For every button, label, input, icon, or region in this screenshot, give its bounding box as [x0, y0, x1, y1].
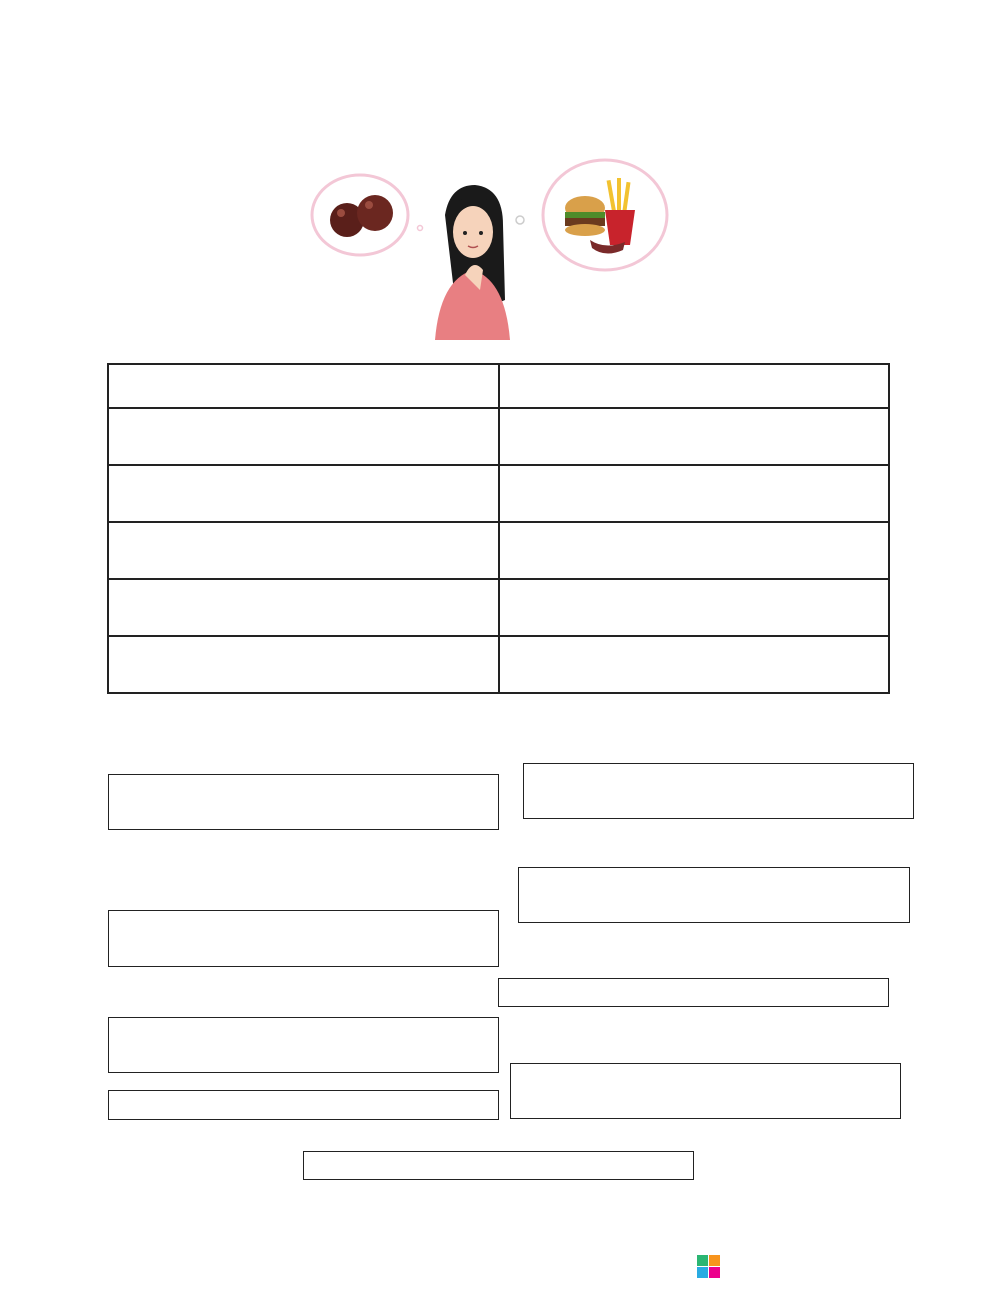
- girl-thinking-illustration: [305, 150, 685, 340]
- sentence-card-5[interactable]: [498, 978, 889, 1007]
- answer-cell-this-time[interactable]: [499, 579, 890, 636]
- column-header-this-time: [499, 364, 890, 408]
- answer-cell-always[interactable]: [108, 408, 499, 465]
- sentence-card-9[interactable]: [303, 1151, 694, 1180]
- table-row: [108, 636, 889, 693]
- sentence-card-7[interactable]: [510, 1063, 901, 1119]
- answer-cell-always[interactable]: [108, 522, 499, 579]
- answer-cell-this-time[interactable]: [499, 465, 890, 522]
- thought-cloud-right-icon: [543, 160, 667, 270]
- thought-cloud-left-icon: [312, 175, 423, 255]
- answer-cell-always[interactable]: [108, 579, 499, 636]
- table-row: [108, 408, 889, 465]
- logo-blocks-icon: [697, 1255, 720, 1278]
- sentence-card-4[interactable]: [108, 910, 499, 967]
- table-row: [108, 522, 889, 579]
- sentence-card-1[interactable]: [108, 774, 499, 830]
- answer-cell-this-time[interactable]: [499, 408, 890, 465]
- sentence-card-6[interactable]: [108, 1017, 499, 1073]
- always-this-time-table: [107, 363, 890, 694]
- liveworksheets-logo: [697, 1255, 723, 1278]
- table-row: [108, 465, 889, 522]
- table-row: [108, 579, 889, 636]
- sentence-card-8[interactable]: [108, 1090, 499, 1120]
- answer-cell-this-time[interactable]: [499, 522, 890, 579]
- sentence-card-2[interactable]: [523, 763, 914, 819]
- sentence-card-3[interactable]: [518, 867, 910, 923]
- answer-cell-this-time[interactable]: [499, 636, 890, 693]
- column-header-always: [108, 364, 499, 408]
- answer-cell-always[interactable]: [108, 465, 499, 522]
- girl-icon: [435, 185, 510, 340]
- answer-cell-always[interactable]: [108, 636, 499, 693]
